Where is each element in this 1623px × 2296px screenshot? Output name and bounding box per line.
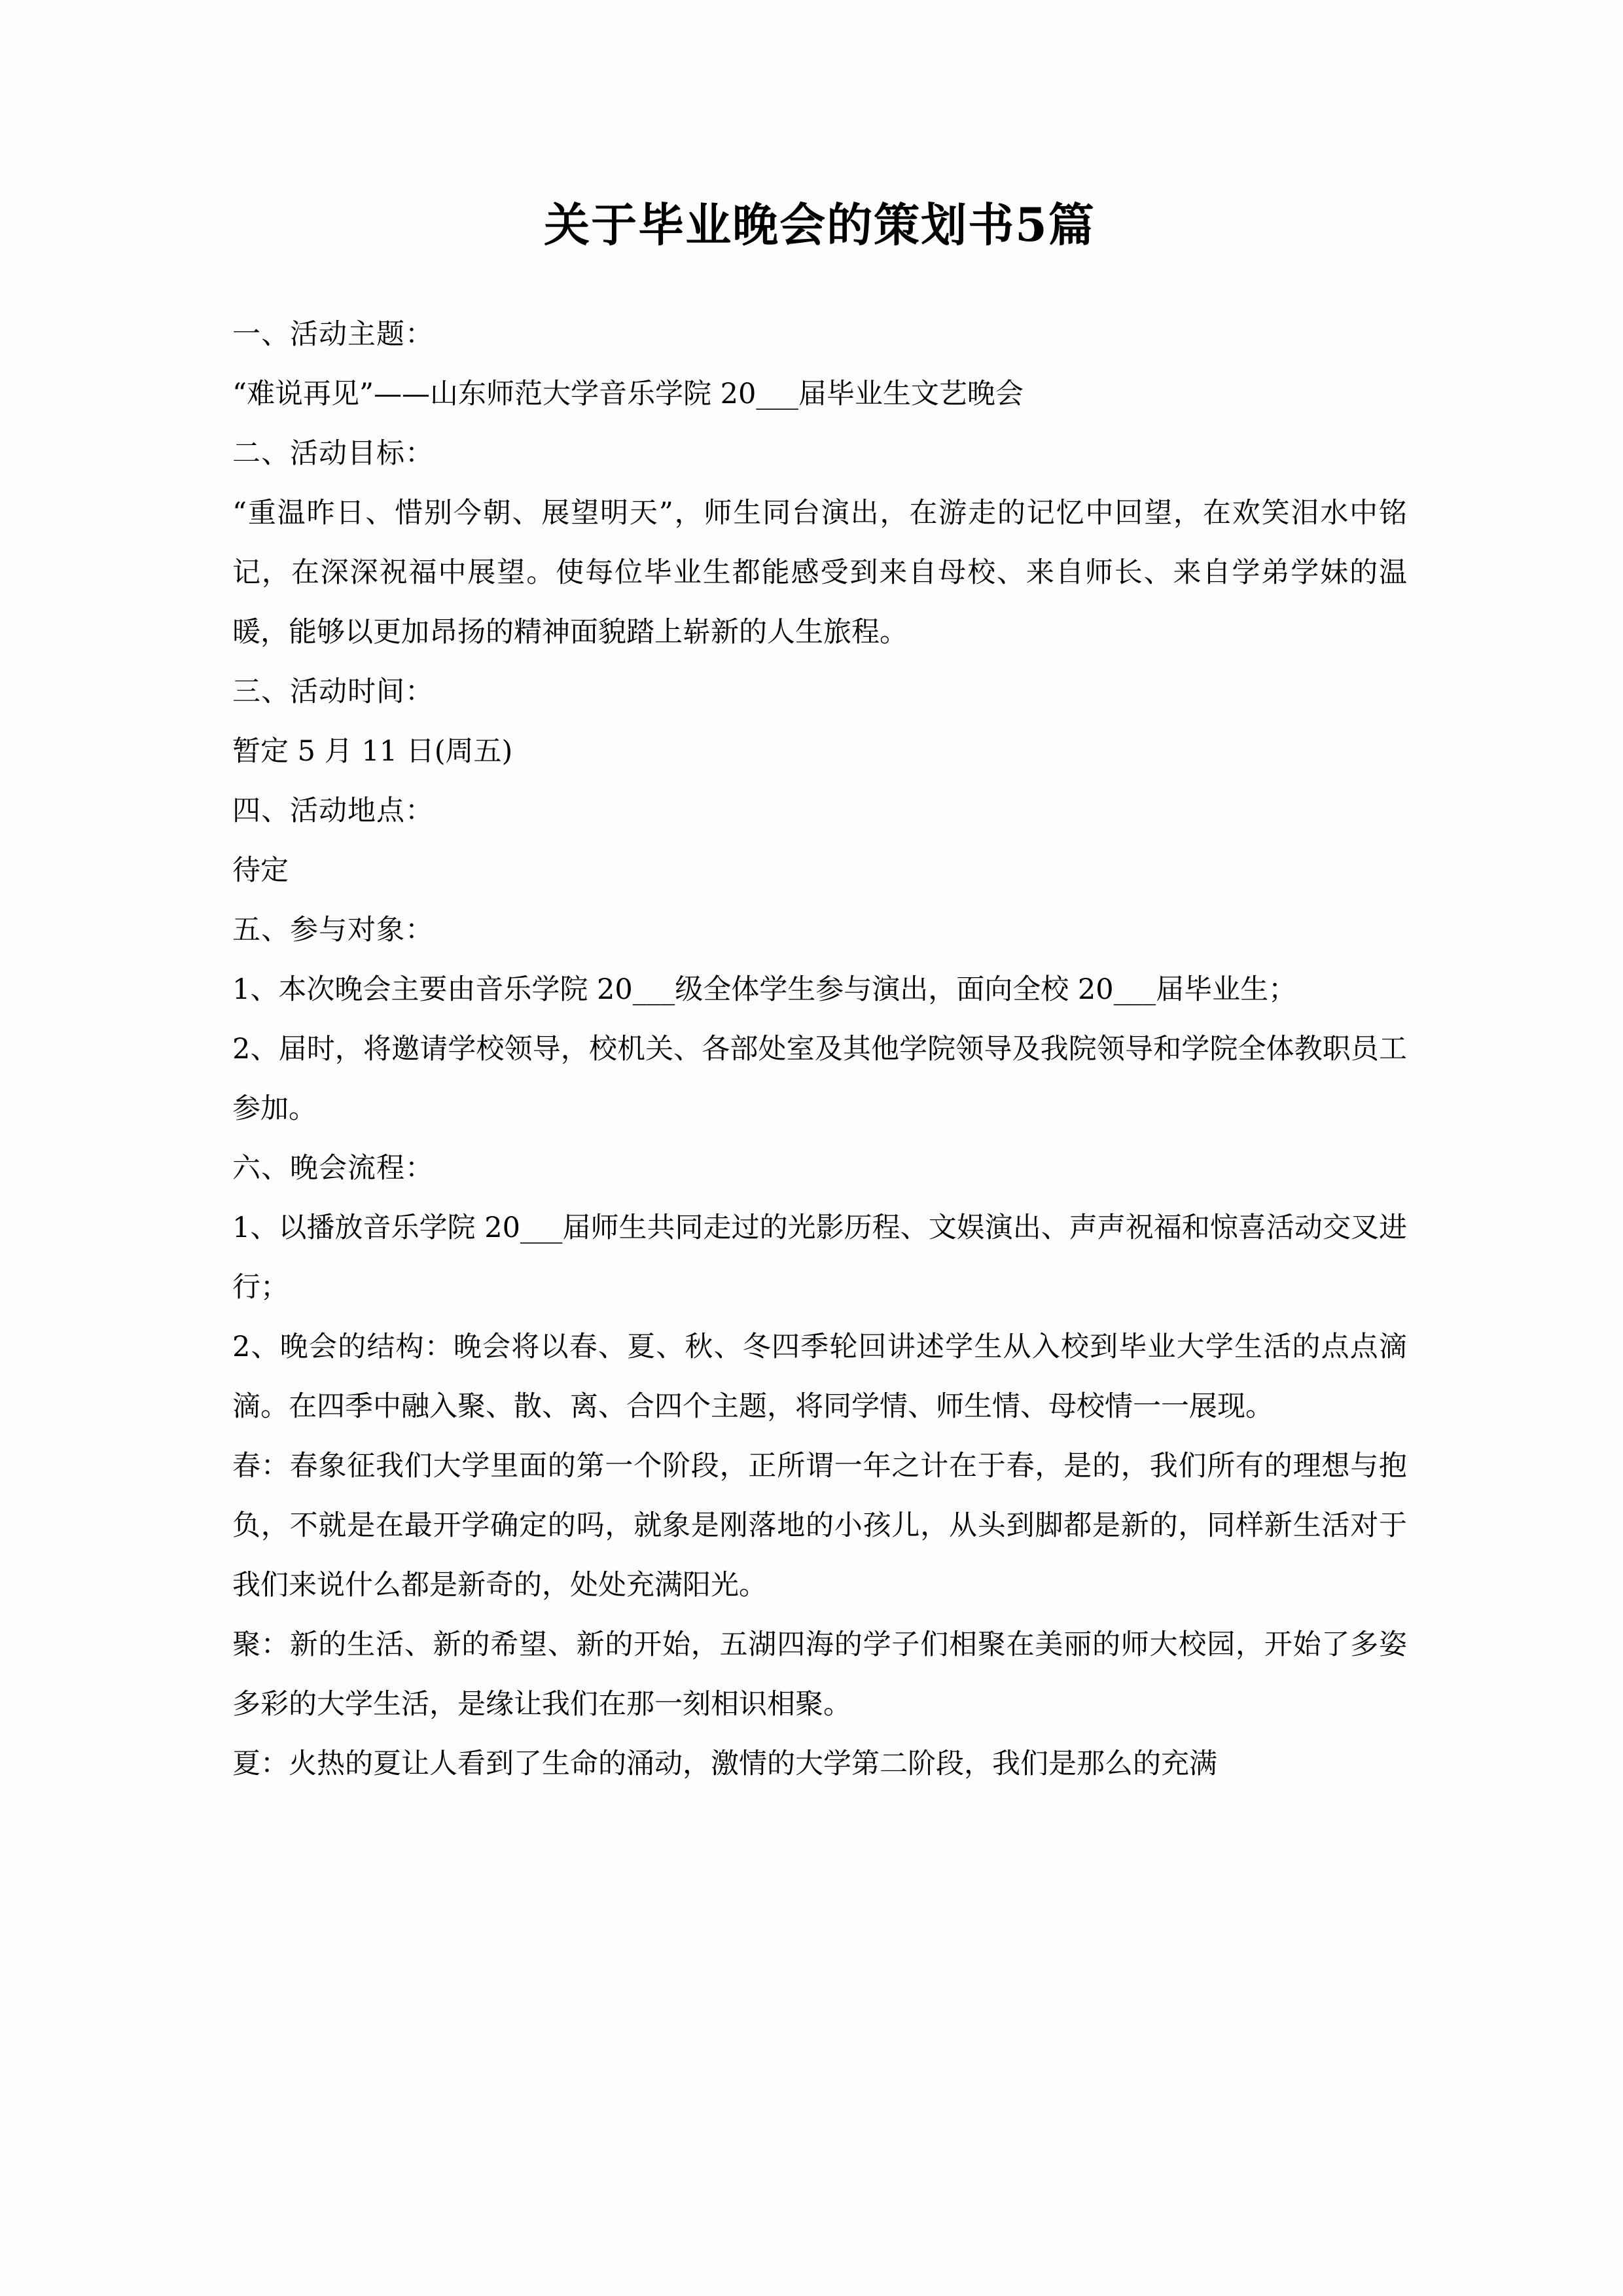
season-paragraph-xia: 夏：火热的夏让人看到了生命的涌动，激情的大学第二阶段，我们是那么的充满 [232, 1747, 1217, 1780]
section-4-heading: 四、活动地点： [232, 794, 434, 827]
section-3-body: 暂定 5 月 11 日(周五) [232, 734, 513, 768]
section-5-item-1: 1、本次晚会主要由音乐学院 20___级全体学生参与演出，面向全校 20___届毕业生； [232, 973, 1297, 1006]
section-6-item-1: 1、以播放音乐学院 20___届师生共同走过的光影历程、文娱演出、声声祝福和惊喜活动交叉进行； [232, 1211, 1407, 1304]
section-6-item-2: 2、晚会的结构：晚会将以春、夏、秋、冬四季轮回讲述学生从入校到毕业大学生活的点点滴滴。在四季中融入聚、散、离、合四个主题，将同学情、师生情、母校情一一展现。 [232, 1330, 1407, 1423]
section-4-body: 待定 [232, 853, 289, 887]
section-2-heading: 二、活动目标： [232, 437, 434, 470]
section-5-item-2: 2、届时，将邀请学校领导，校机关、各部处室及其他学院领导及我院领导和学院全体教职员工参加。 [232, 1032, 1407, 1125]
section-5-heading: 五、参与对象： [232, 913, 434, 946]
section-6-heading: 六、晚会流程： [232, 1151, 434, 1185]
section-1-body: “难说再见”——山东师范大学音乐学院 20___届毕业生文艺晚会 [232, 377, 1024, 410]
section-1-heading: 一、活动主题： [232, 317, 434, 351]
season-paragraph-chun: 春：春象征我们大学里面的第一个阶段，正所谓一年之计在于春，是的，我们所有的理想与抱负，不就是在最开学确定的吗，就象是刚落地的小孩儿，从头到脚都是新的，同样新生活对于我们来说什么都是新奇的，处处充满阳光。 [232, 1449, 1407, 1602]
document-body [232, 305, 1407, 1794]
section-2-body: “重温昨日、惜别今朝、展望明天”，师生同台演出，在游走的记忆中回望，在欢笑泪水中铭记，在深深祝福中展望。使每位毕业生都能感受到来自母校、来自师长、来自学弟学妹的温暖，能够以更加昂扬的精神面貌踏上崭新的人生旅程。 [232, 496, 1407, 649]
season-paragraph-ju: 聚：新的生活、新的希望、新的开始，五湖四海的学子们相聚在美丽的师大校园，开始了多姿多彩的大学生活，是缘让我们在那一刻相识相聚。 [232, 1628, 1407, 1721]
page-title: 关于毕业晚会的策划书5篇 [544, 198, 1096, 252]
section-3-heading: 三、活动时间： [232, 675, 434, 708]
